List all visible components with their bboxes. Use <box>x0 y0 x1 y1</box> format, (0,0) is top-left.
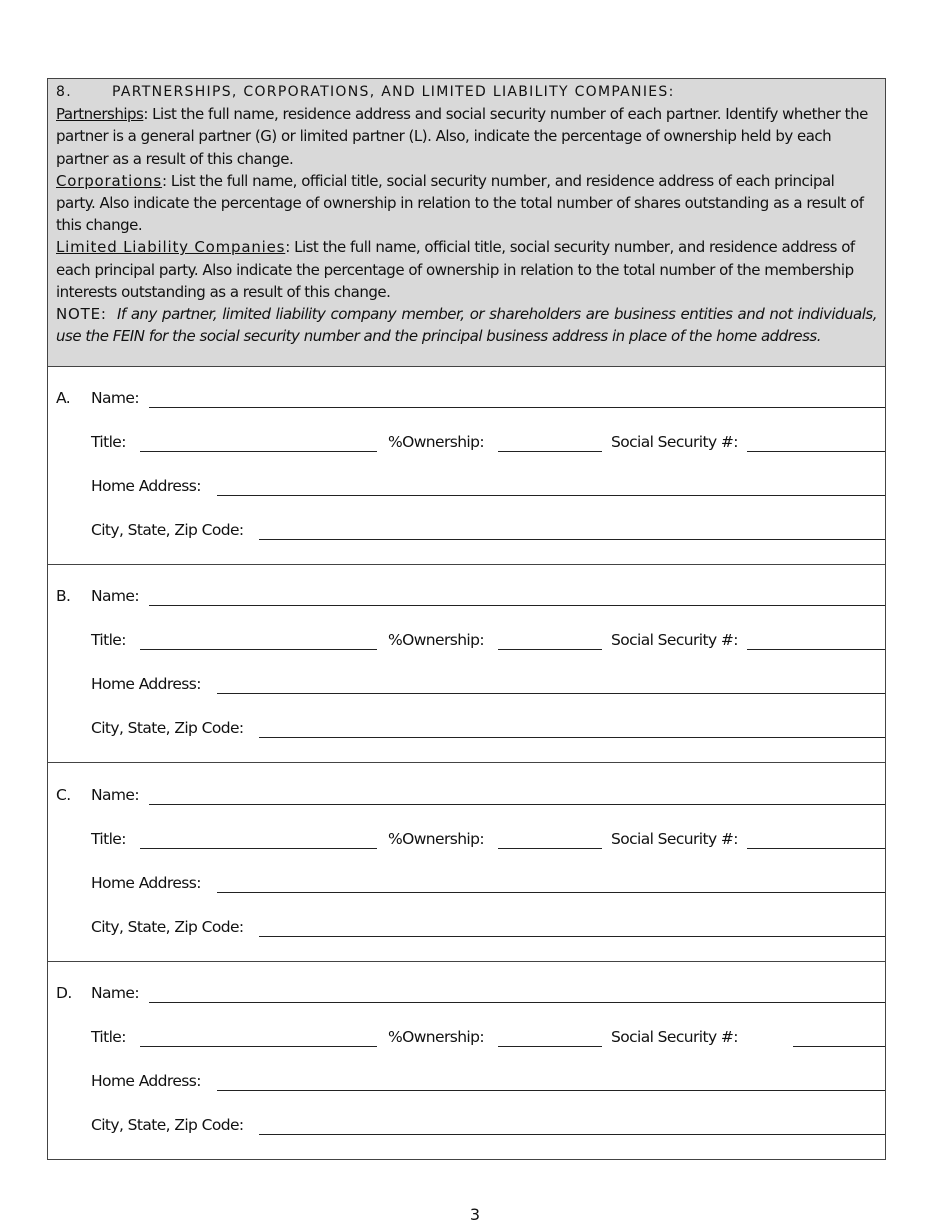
title-field[interactable] <box>140 649 377 650</box>
ownership-field[interactable] <box>498 1046 602 1047</box>
llc-label: Limited Liability Companies <box>56 238 286 257</box>
ssn-field[interactable] <box>747 848 885 849</box>
entry-block <box>48 764 885 962</box>
title-label: Title: <box>91 830 126 848</box>
city-state-zip-field[interactable] <box>259 539 885 540</box>
ssn-field[interactable] <box>747 451 885 452</box>
note-label: NOTE: <box>56 305 107 324</box>
city-state-zip-field[interactable] <box>259 936 885 937</box>
corporations-text: : List the full name, official title, social security number, and residence address of each principal party. Also indicate the percentage of ownership in relation to the total number of shares outstanding as a result of this change. <box>56 171 864 235</box>
name-label: Name: <box>91 984 139 1002</box>
ssn-label: Social Security #: <box>611 830 738 848</box>
corporations-label: Corporations <box>56 171 163 190</box>
name-label: Name: <box>91 786 139 804</box>
entry-block <box>48 367 885 565</box>
page-number: 3 <box>469 1205 481 1224</box>
name-field[interactable] <box>149 1002 885 1003</box>
partnerships-text: : List the full name, residence address and social security number of each partner. Identify whether the partner is a general partner (G) or limited partner (L). Also, indicate the percentage of ownership held by each partner as a result of this change. <box>56 105 868 168</box>
entry-letter: B. <box>56 587 71 605</box>
ownership-field[interactable] <box>498 848 602 849</box>
partnerships-label: Partnerships <box>56 105 144 124</box>
city-state-zip-label: City, State, Zip Code: <box>91 521 244 539</box>
city-state-zip-label: City, State, Zip Code: <box>91 918 244 936</box>
note-text: If any partner, limited liability company member, or shareholders are business entities and not individuals, use the FEIN for the social security number and the principal business address in place of the home address. <box>56 305 877 346</box>
ownership-field[interactable] <box>498 649 602 650</box>
ssn-label: Social Security #: <box>611 631 738 649</box>
home-address-field[interactable] <box>217 495 885 496</box>
home-address-label: Home Address: <box>91 1072 201 1090</box>
home-address-field[interactable] <box>217 892 885 893</box>
title-label: Title: <box>91 631 126 649</box>
note-paragraph <box>56 303 877 347</box>
home-address-field[interactable] <box>217 1090 885 1091</box>
section-8-box <box>47 78 886 1160</box>
ownership-field[interactable] <box>498 451 602 452</box>
ssn-field[interactable] <box>747 649 885 650</box>
entry-letter: C. <box>56 786 71 804</box>
entry-letter: D. <box>56 984 72 1002</box>
ownership-label: %Ownership: <box>388 433 485 451</box>
ownership-label: %Ownership: <box>388 631 485 649</box>
ssn-label: Social Security #: <box>611 433 738 451</box>
llc-text: : List the full name, official title, social security number, and residence address of each principal party. Also indicate the percentage of ownership in relation to the total number of the membership interests outstanding as a result of this change. <box>56 238 855 301</box>
name-field[interactable] <box>149 804 885 805</box>
title-label: Title: <box>91 433 126 451</box>
name-label: Name: <box>91 587 139 605</box>
ssn-field[interactable] <box>793 1046 885 1047</box>
ssn-label: Social Security #: <box>611 1028 738 1046</box>
name-field[interactable] <box>149 407 885 408</box>
home-address-label: Home Address: <box>91 675 201 693</box>
title-field[interactable] <box>140 1046 377 1047</box>
ownership-label: %Ownership: <box>388 1028 485 1046</box>
name-label: Name: <box>91 389 139 407</box>
home-address-label: Home Address: <box>91 874 201 892</box>
city-state-zip-field[interactable] <box>259 737 885 738</box>
city-state-zip-label: City, State, Zip Code: <box>91 1116 244 1134</box>
name-field[interactable] <box>149 605 885 606</box>
home-address-field[interactable] <box>217 693 885 694</box>
title-field[interactable] <box>140 848 377 849</box>
section-instructions <box>48 79 885 367</box>
title-field[interactable] <box>140 451 377 452</box>
city-state-zip-label: City, State, Zip Code: <box>91 719 244 737</box>
entry-block <box>48 962 885 1160</box>
corporations-instructions <box>56 170 877 237</box>
section-number: 8. <box>56 84 72 100</box>
llc-instructions <box>56 236 877 303</box>
section-title: PARTNERSHIPS, CORPORATIONS, AND LIMITED LIABILITY COMPANIES: <box>112 84 675 100</box>
city-state-zip-field[interactable] <box>259 1134 885 1135</box>
home-address-label: Home Address: <box>91 477 201 495</box>
partnerships-instructions <box>56 103 877 170</box>
entry-block <box>48 565 885 763</box>
ownership-label: %Ownership: <box>388 830 485 848</box>
entry-letter: A. <box>56 389 71 407</box>
title-label: Title: <box>91 1028 126 1046</box>
section-heading <box>56 81 877 103</box>
